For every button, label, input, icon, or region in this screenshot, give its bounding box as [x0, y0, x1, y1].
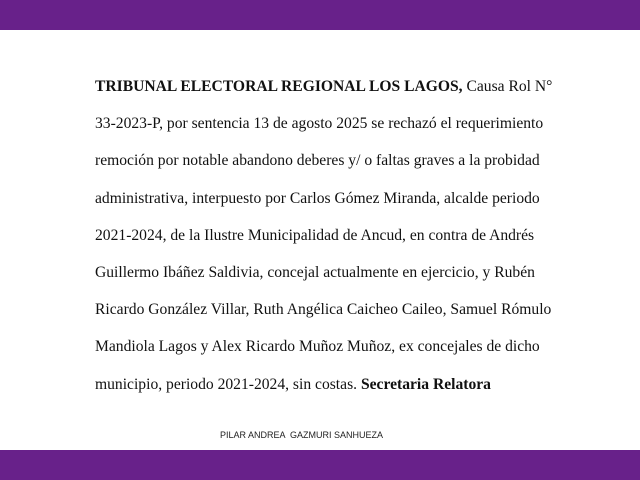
text-line-2: 33-2023-P, por sentencia 13 de agosto 2025 se rechazó el requerimiento [95, 115, 544, 133]
text-line-4: administrativa, interpuesto por Carlos Gómez Miranda, alcalde periodo [95, 189, 540, 207]
top-purple-band [0, 0, 640, 30]
secretaria-relatora-label: Secretaria Relatora [360, 375, 491, 393]
text-line-1-rest: Causa Rol N° [462, 78, 553, 95]
signer-name: PILAR ANDREA GAZMURI SANHUEZA [220, 430, 384, 440]
resolution-text [95, 68, 553, 403]
text-line-1 [95, 68, 553, 105]
text-line-3: remoción por notable abandono deberes y/ o faltas graves a la probidad [95, 152, 540, 170]
text-line-6: Guillermo Ibáñez Saldivia, concejal actualmente en ejercicio, y Rubén [95, 263, 535, 281]
text-line-7: Ricardo González Villar, Ruth Angélica Caicheo Caileo, Samuel Rómulo [95, 301, 552, 319]
text-line-8: Mandiola Lagos y Alex Ricardo Muñoz Muñoz, ex concejales de dicho [95, 338, 540, 356]
text-line-9-start: municipio, periodo 2021-2024, sin costas. [95, 375, 361, 393]
bottom-purple-band [0, 450, 640, 480]
text-line-9 [95, 366, 510, 403]
text-line-5: 2021-2024, de la Ilustre Municipalidad de Ancud, en contra de Andrés [95, 226, 535, 244]
tribunal-name: TRIBUNAL ELECTORAL REGIONAL LOS LAGOS, [95, 78, 463, 95]
